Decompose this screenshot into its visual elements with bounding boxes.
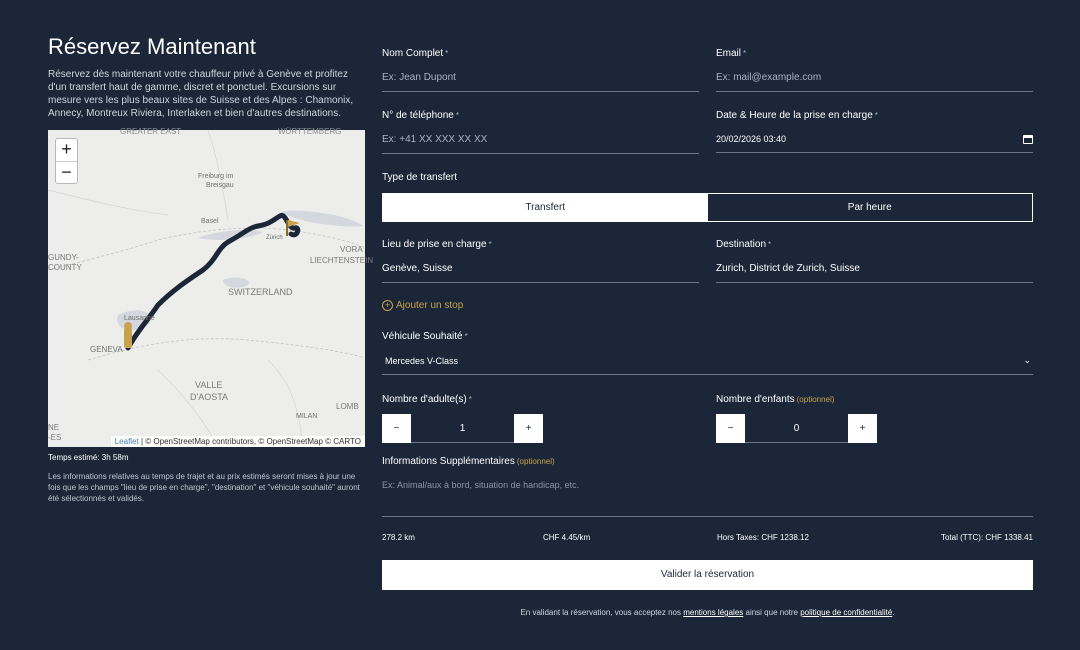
zoom-in-button[interactable]: + — [61, 139, 72, 159]
rate-value: CHF 4.45/km — [543, 533, 591, 542]
add-stop-label: Ajouter un stop — [396, 300, 464, 311]
price-ht: Hors Taxes: CHF 1238.12 — [717, 533, 809, 542]
transfer-option-par-heure[interactable]: Par heure — [847, 202, 892, 213]
map-label: Basel — [201, 218, 219, 225]
submit-reservation-button[interactable]: Valider la réservation — [382, 560, 1033, 590]
map-label: Lausanne — [124, 315, 155, 322]
name-input[interactable] — [382, 72, 699, 92]
zoom-control — [55, 138, 78, 184]
vehicle-field-group — [382, 331, 1033, 375]
adults-decrement-button[interactable]: − — [382, 414, 411, 443]
children-field-group — [716, 394, 877, 443]
adults-label: Nombre d'adulte(s) * — [382, 394, 472, 405]
transfer-type-label-wrap — [382, 172, 457, 184]
pickup-marker-icon — [124, 322, 132, 348]
map-label: NE — [48, 423, 60, 432]
email-input[interactable] — [716, 72, 1033, 92]
map-label: D'AOSTA — [190, 392, 229, 402]
destination-field-group — [716, 239, 1033, 283]
map-label: Freiburg im — [198, 173, 234, 180]
phone-label: N° de téléphone * — [382, 110, 459, 121]
adults-field-group — [382, 394, 543, 443]
page-title: Réservez Maintenant — [48, 34, 256, 59]
info-field-group — [382, 456, 1033, 517]
price-ttc: Total (TTC): CHF 1338.41 — [940, 533, 1033, 542]
pickup-label: Lieu de prise en charge * — [382, 239, 492, 250]
zoom-out-button[interactable]: − — [56, 161, 77, 183]
map-label: GENEVA — [90, 345, 123, 354]
map-label: -ES — [48, 433, 62, 442]
transfer-option-transfert[interactable]: Transfert — [383, 194, 708, 221]
map-label: COUNTY — [48, 263, 82, 272]
distance-value: 278.2 km — [382, 533, 415, 542]
datetime-label: Date & Heure de la prise en charge * — [716, 110, 878, 121]
name-field-group — [382, 48, 699, 92]
map-label: WÜRTTEMBERG — [278, 127, 342, 136]
map-label: LOMB — [336, 402, 359, 411]
email-field-group — [716, 48, 1033, 92]
map-attribution — [111, 436, 365, 447]
add-stop-button[interactable] — [382, 300, 463, 311]
transfer-type-label: Type de transfert — [382, 172, 458, 183]
map-tiles — [48, 127, 374, 447]
intro-section — [48, 34, 366, 120]
legal-notice: En validant la réservation, vous acceptez nos mentions légales ainsi que notre politique de confidentialité. — [520, 608, 895, 617]
datetime-value: 20/02/2026 03:40 — [716, 134, 787, 144]
chevron-down-icon: ⌄ — [1023, 355, 1031, 365]
pickup-input[interactable] — [382, 263, 699, 283]
info-textarea[interactable] — [382, 480, 1033, 517]
map-label: Zürich — [266, 235, 283, 241]
children-value[interactable]: 0 — [745, 414, 848, 443]
map-label: GUNDY- — [48, 253, 79, 262]
email-label: Email * — [716, 48, 747, 59]
plus-circle-icon: + — [382, 300, 393, 311]
transfer-type-toggle — [382, 193, 1033, 222]
attribution-text: | © OpenStreetMap contributors, © OpenStreetMap © CARTO — [140, 437, 361, 446]
adults-increment-button[interactable]: + — [514, 414, 543, 443]
children-stepper — [716, 414, 877, 443]
phone-field-group — [382, 110, 699, 154]
children-label: Nombre d'enfants (optionnel) — [716, 394, 835, 405]
route-map[interactable] — [48, 127, 374, 447]
datetime-field-group — [716, 110, 1033, 153]
map-label: MILAN — [296, 413, 318, 420]
estimate-note: Les informations relatives au temps de trajet et au prix estimés seront mises à jour une fois que les champs "lieu de prise en charge", "destination" et "véhicule souhaité" auront été sélectionnés et validés. — [48, 472, 360, 503]
privacy-policy-link[interactable]: politique de confidentialité — [800, 608, 893, 617]
calendar-icon[interactable] — [1023, 135, 1033, 144]
map-label: GREATER EAST — [120, 127, 182, 136]
name-label: Nom Complet * — [382, 48, 449, 59]
estimated-time: Temps estimé: 3h 58m — [48, 453, 129, 462]
map-label: Breisgau — [206, 182, 234, 189]
map-label: VORA — [340, 245, 363, 254]
phone-input[interactable] — [382, 134, 699, 154]
vehicle-value: Mercedes V-Class — [385, 355, 459, 366]
children-decrement-button[interactable]: − — [716, 414, 745, 443]
info-label: Informations Supplémentaires (optionnel) — [382, 456, 555, 467]
legal-mentions-link[interactable]: mentions légales — [683, 608, 744, 617]
children-increment-button[interactable]: + — [848, 414, 877, 443]
leaflet-link[interactable]: Leaflet — [114, 437, 139, 446]
map-label: SWITZERLAND — [228, 287, 293, 297]
destination-label: Destination * — [716, 239, 772, 250]
adults-value[interactable]: 1 — [411, 414, 514, 443]
vehicle-label: Véhicule Souhaité * — [382, 331, 468, 342]
intro-text: Réservez dès maintenant votre chauffeur privé à Genève et profitez d'un transfert haut de gamme, discret et ponctuel. Excursions sur mesure vers les plus beaux sites de Suisse et des Alpes : Chamonix, Annecy, Montreux Riviera, Interlaken et bien d'autres destinations. — [48, 69, 354, 119]
pickup-field-group — [382, 239, 699, 283]
vehicle-select[interactable] — [382, 353, 1033, 375]
datetime-input[interactable] — [716, 134, 1033, 153]
map-label: VALLE — [195, 380, 223, 390]
destination-input[interactable] — [716, 263, 1033, 283]
adults-stepper — [382, 414, 543, 443]
map-label: LIECHTENSTEIN — [310, 256, 374, 265]
